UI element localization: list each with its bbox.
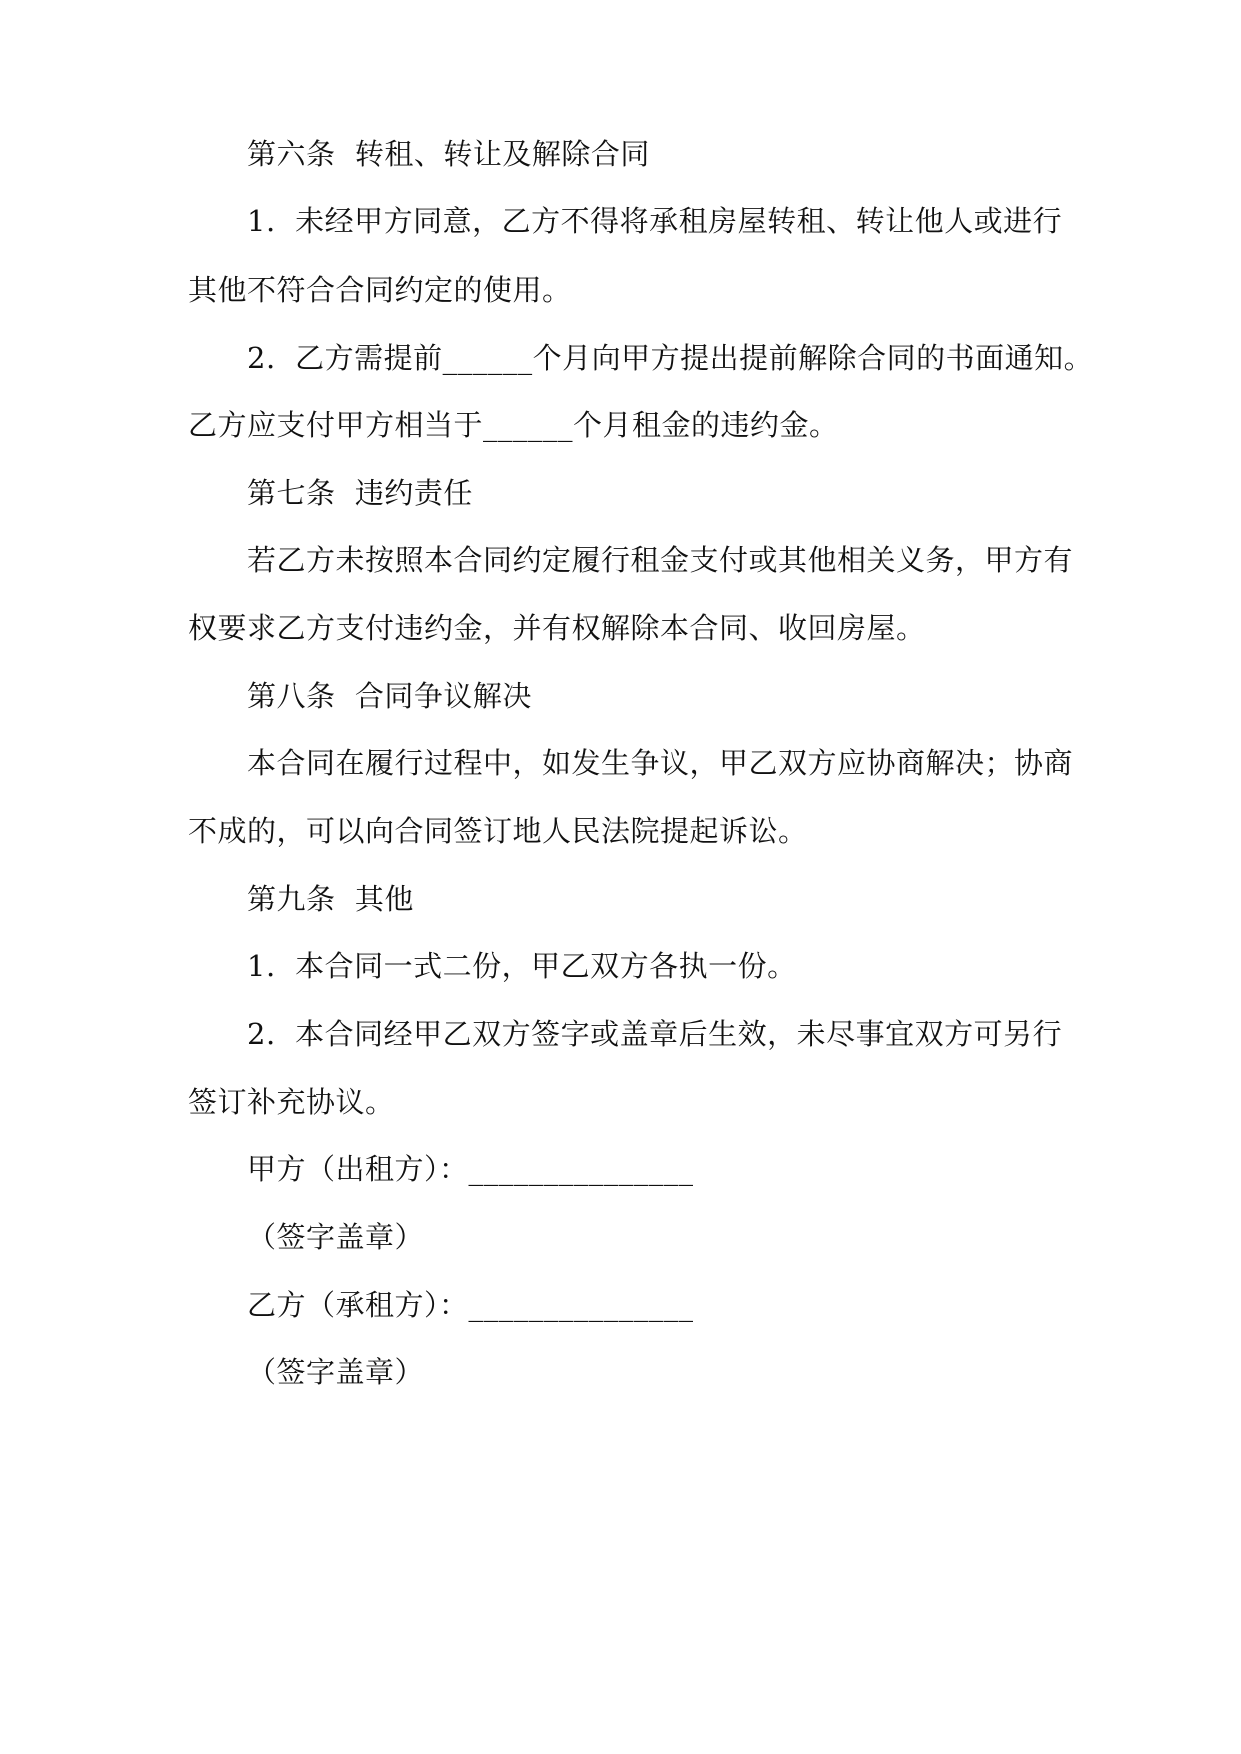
article7-body-line2: 权要求乙方支付违约金，并有权解除本合同、收回房屋。 — [188, 611, 926, 645]
party-a-signature-line: 甲方（出租方）：_______________ — [247, 1152, 694, 1186]
article8-body-line1: 本合同在履行过程中，如发生争议，甲乙双方应协商解决；协商 — [247, 746, 1074, 780]
article7-body-line1: 若乙方未按照本合同约定履行租金支付或其他相关义务，甲方有 — [247, 543, 1074, 577]
article6-item1-line1: 1. 未经甲方同意，乙方不得将承租房屋转租、转让他人或进行 — [247, 204, 1063, 238]
party-b-seal-note: （签字盖章） — [247, 1355, 425, 1389]
article9-item1: 1. 本合同一式二份，甲乙双方各执一份。 — [247, 949, 797, 983]
article6-item1-line2: 其他不符合合同约定的使用。 — [188, 273, 572, 307]
article6-item2-line2: 乙方应支付甲方相当于______个月租金的违约金。 — [188, 408, 839, 442]
article8-body-line2: 不成的，可以向合同签订地人民法院提起诉讼。 — [188, 814, 808, 848]
article6-item2-line1: 2. 乙方需提前______个月向甲方提出提前解除合同的书面通知。 — [247, 341, 1094, 375]
article9-item2-line1: 2. 本合同经甲乙双方签字或盖章后生效，未尽事宜双方可另行 — [247, 1017, 1063, 1051]
article7-heading: 第七条 违约责任 — [247, 476, 473, 510]
article9-heading: 第九条 其他 — [247, 882, 414, 916]
article6-heading: 第六条 转租、转让及解除合同 — [247, 137, 650, 171]
article9-item2-line2: 签订补充协议。 — [188, 1085, 395, 1119]
article8-heading: 第八条 合同争议解决 — [247, 679, 532, 713]
party-b-signature-line: 乙方（承租方）：_______________ — [247, 1288, 694, 1322]
party-a-seal-note: （签字盖章） — [247, 1220, 425, 1254]
